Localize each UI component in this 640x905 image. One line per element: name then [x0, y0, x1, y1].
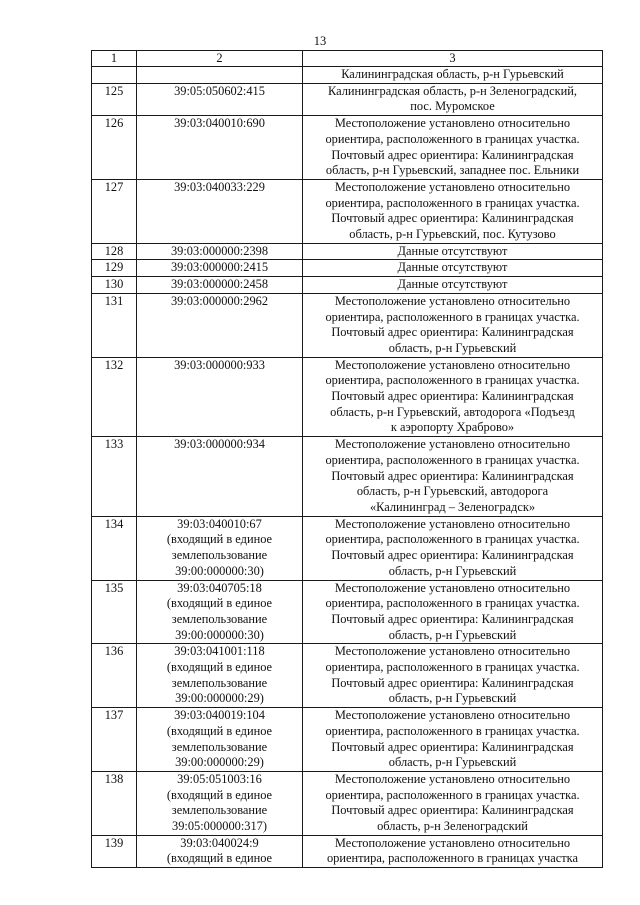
cadastral-number-cell: 39:03:000000:2458: [137, 277, 303, 294]
table-row: [92, 516, 603, 580]
row-number-cell: 135: [92, 580, 137, 644]
location-cell: Местоположение установлено относительно ориентира, расположенного в границах участка. Почтовый адрес ориентира: Калининградская область, р-н Гурьевский: [303, 708, 603, 772]
cadastral-number-cell: 39:03:041001:118 (входящий в единое землепользование 39:00:000000:29): [137, 644, 303, 708]
column-header-location: 3: [303, 51, 603, 67]
row-number-cell: 134: [92, 516, 137, 580]
table-row: [92, 260, 603, 277]
row-number-cell: 125: [92, 83, 137, 115]
location-cell: Калининградская область, р-н Зеленоградский, пос. Муромское: [303, 83, 603, 115]
column-header-cadastral-number: 2: [137, 51, 303, 67]
location-cell: Данные отсутствуют: [303, 277, 603, 294]
cadastral-number-cell: 39:03:040024:9 (входящий в единое: [137, 835, 303, 867]
cadastral-number-cell: 39:03:000000:2415: [137, 260, 303, 277]
cadastral-number-cell: 39:03:040033:229: [137, 179, 303, 243]
cadastral-number-cell: 39:03:000000:2962: [137, 293, 303, 357]
location-cell: Местоположение установлено относительно ориентира, расположенного в границах участка. Почтовый адрес ориентира: Калининградская область, р-н Гурьевский, автодорога «Подъезд к аэропорту Храброво»: [303, 357, 603, 437]
location-cell: Местоположение установлено относительно ориентира, расположенного в границах участка. Почтовый адрес ориентира: Калининградская область, р-н Гурьевский: [303, 293, 603, 357]
table-row: [92, 708, 603, 772]
location-cell: Местоположение установлено относительно ориентира, расположенного в границах участка. Почтовый адрес ориентира: Калининградская область, р-н Гурьевский: [303, 644, 603, 708]
row-number-cell: 126: [92, 116, 137, 180]
location-cell: Местоположение установлено относительно ориентира, расположенного в границах участка. Почтовый адрес ориентира: Калининградская область, р-н Гурьевский, пос. Кутузово: [303, 179, 603, 243]
cadastral-number-cell: 39:03:040019:104 (входящий в единое землепользование 39:00:000000:29): [137, 708, 303, 772]
table-row: [92, 243, 603, 260]
cadastral-number-cell: 39:03:000000:2398: [137, 243, 303, 260]
table-header-row: [92, 51, 603, 67]
cadastral-number-cell: 39:03:040010:67 (входящий в единое землепользование 39:00:000000:30): [137, 516, 303, 580]
table-row: [92, 83, 603, 115]
row-number-cell: 139: [92, 835, 137, 867]
row-number-cell: 133: [92, 437, 137, 517]
row-number-cell: 137: [92, 708, 137, 772]
row-number-cell: 130: [92, 277, 137, 294]
location-cell: Местоположение установлено относительно ориентира, расположенного в границах участка. Почтовый адрес ориентира: Калининградская область, р-н Гурьевский, автодорога «Калининград – Зеленоградск»: [303, 437, 603, 517]
row-number-cell: [92, 67, 137, 84]
table-row: [92, 277, 603, 294]
cadastral-number-cell: 39:03:000000:933: [137, 357, 303, 437]
location-cell: Местоположение установлено относительно ориентира, расположенного в границах участка. Почтовый адрес ориентира: Калининградская область, р-н Гурьевский: [303, 516, 603, 580]
table-row: [92, 835, 603, 867]
cadastral-number-cell: 39:03:040705:18 (входящий в единое землепользование 39:00:000000:30): [137, 580, 303, 644]
table-row: [92, 116, 603, 180]
location-cell: Данные отсутствуют: [303, 260, 603, 277]
location-cell: Местоположение установлено относительно ориентира, расположенного в границах участка. Почтовый адрес ориентира: Калининградская область, р-н Гурьевский: [303, 580, 603, 644]
table-row: [92, 179, 603, 243]
row-number-cell: 129: [92, 260, 137, 277]
cadastral-number-cell: 39:05:050602:415: [137, 83, 303, 115]
cadastral-number-cell: 39:05:051003:16 (входящий в единое землепользование 39:05:000000:317): [137, 771, 303, 835]
page-number: 13: [313, 34, 327, 48]
location-cell: Местоположение установлено относительно ориентира, расположенного в границах участка: [303, 835, 603, 867]
table-row: [92, 357, 603, 437]
location-cell: Калининградская область, р-н Гурьевский: [303, 67, 603, 84]
table-row: [92, 580, 603, 644]
table-row: [92, 644, 603, 708]
location-cell: Местоположение установлено относительно ориентира, расположенного в границах участка. Почтовый адрес ориентира: Калининградская область, р-н Зеленоградский: [303, 771, 603, 835]
table-row: [92, 771, 603, 835]
cadastral-number-cell: [137, 67, 303, 84]
row-number-cell: 138: [92, 771, 137, 835]
location-cell: Данные отсутствуют: [303, 243, 603, 260]
row-number-cell: 132: [92, 357, 137, 437]
table-row: [92, 293, 603, 357]
location-cell: Местоположение установлено относительно ориентира, расположенного в границах участка. Почтовый адрес ориентира: Калининградская область, р-н Гурьевский, западнее пос. Ельники: [303, 116, 603, 180]
row-number-cell: 127: [92, 179, 137, 243]
cadastral-number-cell: 39:03:000000:934: [137, 437, 303, 517]
land-plot-table: [91, 50, 603, 868]
row-number-cell: 131: [92, 293, 137, 357]
row-number-cell: 128: [92, 243, 137, 260]
cadastral-number-cell: 39:03:040010:690: [137, 116, 303, 180]
column-header-number: 1: [92, 51, 137, 67]
table-row: [92, 67, 603, 84]
row-number-cell: 136: [92, 644, 137, 708]
table-row: [92, 437, 603, 517]
